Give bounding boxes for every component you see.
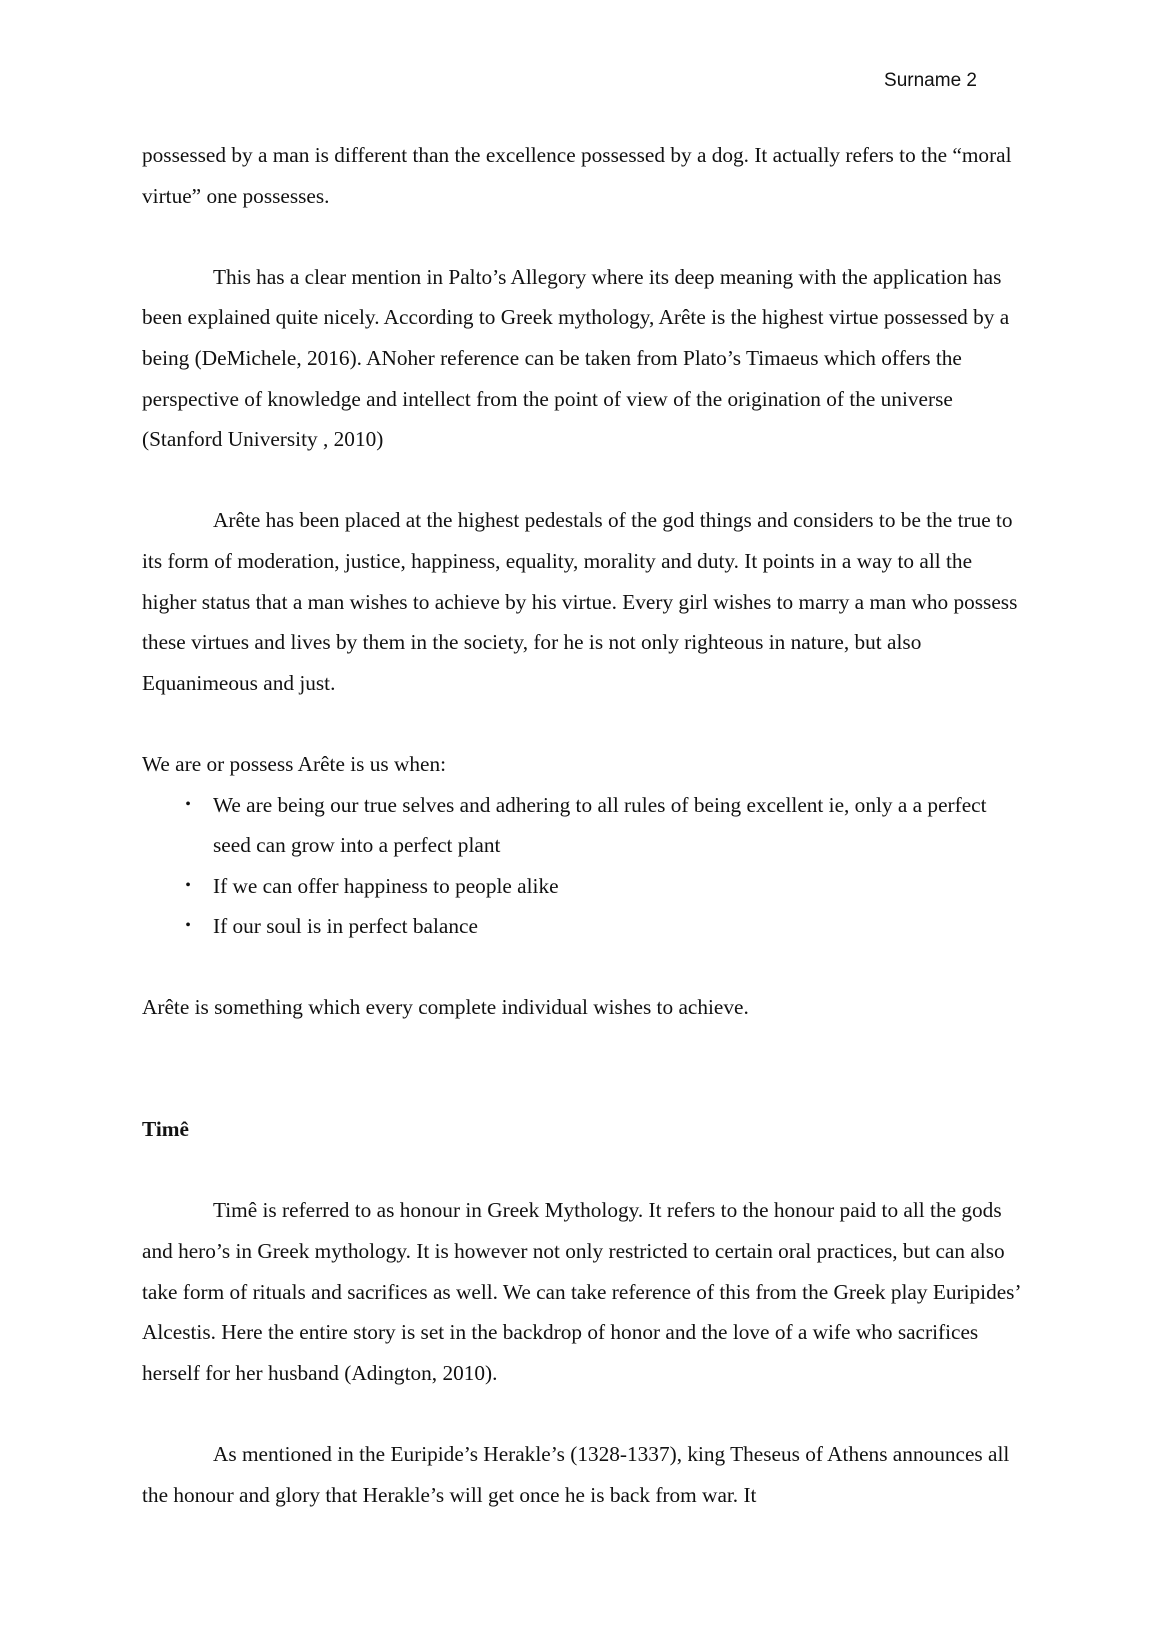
paragraph-gap: [142, 216, 1022, 257]
paragraph-conclusion: Arête is something which every complete individual wishes to achieve.: [142, 995, 749, 1020]
paragraph-gap: [142, 947, 1022, 988]
bullet-list: [142, 785, 1022, 947]
paragraph-gap: [142, 703, 1022, 744]
list-item: [142, 866, 1022, 907]
paragraph-gap: [142, 1393, 1022, 1434]
section-heading-time: Timê: [142, 1117, 189, 1142]
bullet-icon: •: [185, 917, 191, 935]
paragraph-time: Timê is referred to as honour in Greek Mythology. It refers to the honour paid to all the gods and hero’s in Greek mythology. It is however not only restricted to certain oral practices, but can also take form of rituals and sacrifices as well. We can take reference of this from the Greek play Euripides’ Alcestis. Here the entire story is set in the backdrop of honor and the love of a wife who sacrifices herself for her husband (Adington, 2010).: [142, 1198, 1020, 1385]
list-item: [142, 785, 1022, 866]
list-item: [142, 906, 1022, 947]
paragraph-gap: [142, 1150, 1022, 1191]
bullet-icon: •: [185, 795, 191, 813]
paragraph-gap: [142, 460, 1022, 501]
paragraph-continued: possessed by a man is different than the excellence possessed by a dog. It actually refers to the “moral virtue” one possesses.: [142, 143, 1012, 208]
list-item-text: If we can offer happiness to people alike: [213, 873, 559, 898]
list-intro: We are or possess Arête is us when:: [142, 751, 447, 776]
running-head: Surname 2: [884, 70, 977, 91]
bullet-icon: •: [185, 876, 191, 894]
paragraph-allegory: This has a clear mention in Palto’s Allegory where its deep meaning with the application has been explained quite nicely. According to Greek mythology, Arête is the highest virtue possessed by a being (DeMichele, 2016). ANoher reference can be taken from Plato’s Timaeus which offers the perspective of knowledge and intellect from the point of view of the origination of the universe (Stanford University , 2010): [142, 264, 1010, 452]
list-item-text: We are being our true selves and adhering to all rules of being excellent ie, only a a perfect seed can grow into a perfect plant: [213, 792, 987, 858]
paragraph-gap: [142, 1028, 1022, 1069]
body-text: [142, 135, 1022, 1515]
paragraph-gap: [142, 1069, 1022, 1110]
paragraph-arete: Arête has been placed at the highest pedestals of the god things and considers to be the true to its form of moderation, justice, happiness, equality, morality and duty. It points in a way to all the higher status that a man wishes to achieve by his virtue. Every girl wishes to marry a man who possess these virtues and lives by them in the society, for he is not only righteous in nature, but also Equanimeous and just.: [142, 508, 1018, 695]
list-item-text: If our soul is in perfect balance: [213, 914, 478, 939]
paragraph-herakles: As mentioned in the Euripide’s Herakle’s (1328-1337), king Theseus of Athens announces all the honour and glory that Herakle’s will get once he is back from war. It: [142, 1442, 1010, 1507]
